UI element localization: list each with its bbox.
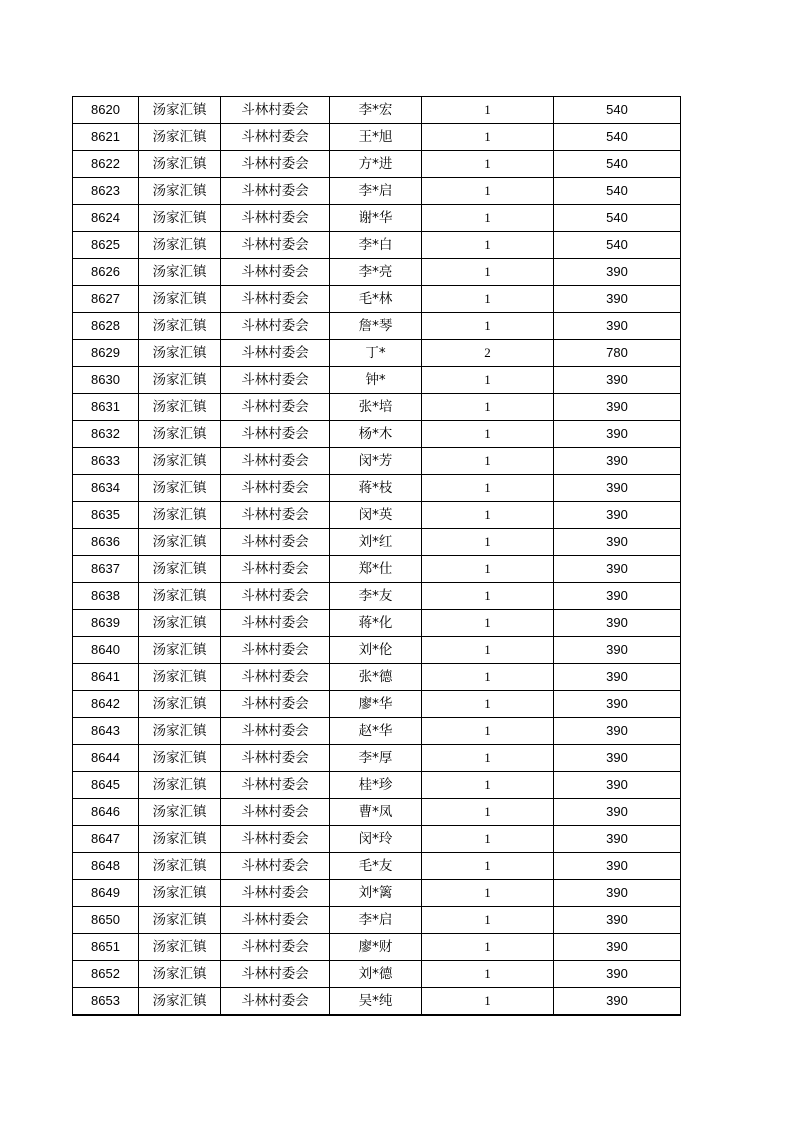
cell-town: 汤家汇镇 [139, 745, 221, 772]
cell-name: 张*德 [330, 664, 422, 691]
cell-amount: 390 [554, 799, 681, 826]
cell-count: 1 [422, 124, 554, 151]
cell-amount: 390 [554, 907, 681, 934]
cell-town: 汤家汇镇 [139, 718, 221, 745]
cell-id: 8628 [73, 313, 139, 340]
cell-town: 汤家汇镇 [139, 502, 221, 529]
cell-amount: 540 [554, 151, 681, 178]
table-row [73, 772, 681, 799]
cell-count: 1 [422, 475, 554, 502]
cell-town: 汤家汇镇 [139, 232, 221, 259]
table-row [73, 448, 681, 475]
cell-town: 汤家汇镇 [139, 448, 221, 475]
table-row [73, 367, 681, 394]
cell-id: 8629 [73, 340, 139, 367]
cell-town: 汤家汇镇 [139, 961, 221, 988]
table-row [73, 556, 681, 583]
cell-town: 汤家汇镇 [139, 826, 221, 853]
cell-town: 汤家汇镇 [139, 124, 221, 151]
cell-town: 汤家汇镇 [139, 97, 221, 124]
cell-name: 刘*伦 [330, 637, 422, 664]
cell-id: 8639 [73, 610, 139, 637]
cell-count: 1 [422, 259, 554, 286]
cell-amount: 540 [554, 124, 681, 151]
cell-name: 钟* [330, 367, 422, 394]
cell-count: 1 [422, 151, 554, 178]
cell-amount: 390 [554, 583, 681, 610]
cell-id: 8646 [73, 799, 139, 826]
table-row [73, 826, 681, 853]
table-row [73, 151, 681, 178]
cell-id: 8625 [73, 232, 139, 259]
cell-name: 李*启 [330, 178, 422, 205]
cell-name: 张*培 [330, 394, 422, 421]
cell-amount: 390 [554, 853, 681, 880]
table-body [73, 97, 681, 1016]
table-row [73, 907, 681, 934]
cell-id: 8624 [73, 205, 139, 232]
cell-amount: 390 [554, 367, 681, 394]
cell-id: 8651 [73, 934, 139, 961]
cell-amount: 390 [554, 637, 681, 664]
cell-town: 汤家汇镇 [139, 772, 221, 799]
cell-name: 詹*琴 [330, 313, 422, 340]
cell-village: 斗林村委会 [221, 367, 330, 394]
cell-name: 杨*木 [330, 421, 422, 448]
cell-village: 斗林村委会 [221, 448, 330, 475]
cell-count: 1 [422, 880, 554, 907]
cell-village: 斗林村委会 [221, 826, 330, 853]
cell-count: 1 [422, 313, 554, 340]
cell-count: 1 [422, 799, 554, 826]
cell-town: 汤家汇镇 [139, 313, 221, 340]
cell-name: 蒋*枝 [330, 475, 422, 502]
cell-village: 斗林村委会 [221, 313, 330, 340]
cell-village: 斗林村委会 [221, 475, 330, 502]
cell-id: 8636 [73, 529, 139, 556]
cell-amount: 540 [554, 205, 681, 232]
table-row [73, 502, 681, 529]
cell-id: 8652 [73, 961, 139, 988]
cell-amount: 780 [554, 340, 681, 367]
cell-town: 汤家汇镇 [139, 691, 221, 718]
table-row [73, 799, 681, 826]
table-row [73, 475, 681, 502]
cell-town: 汤家汇镇 [139, 367, 221, 394]
cell-village: 斗林村委会 [221, 745, 330, 772]
cell-count: 1 [422, 394, 554, 421]
cell-village: 斗林村委会 [221, 691, 330, 718]
cell-count: 1 [422, 232, 554, 259]
cell-count: 1 [422, 205, 554, 232]
cell-village: 斗林村委会 [221, 664, 330, 691]
cell-amount: 390 [554, 313, 681, 340]
cell-count: 1 [422, 934, 554, 961]
cell-id: 8632 [73, 421, 139, 448]
cell-id: 8635 [73, 502, 139, 529]
cell-name: 李*厚 [330, 745, 422, 772]
cell-count: 1 [422, 907, 554, 934]
cell-id: 8623 [73, 178, 139, 205]
cell-amount: 390 [554, 718, 681, 745]
cell-count: 1 [422, 367, 554, 394]
cell-village: 斗林村委会 [221, 556, 330, 583]
cell-id: 8647 [73, 826, 139, 853]
cell-village: 斗林村委会 [221, 583, 330, 610]
cell-town: 汤家汇镇 [139, 988, 221, 1016]
cell-count: 1 [422, 448, 554, 475]
cell-village: 斗林村委会 [221, 880, 330, 907]
cell-amount: 390 [554, 502, 681, 529]
cell-count: 2 [422, 340, 554, 367]
cell-id: 8634 [73, 475, 139, 502]
table-row [73, 97, 681, 124]
cell-id: 8643 [73, 718, 139, 745]
cell-village: 斗林村委会 [221, 637, 330, 664]
cell-village: 斗林村委会 [221, 718, 330, 745]
cell-count: 1 [422, 664, 554, 691]
cell-id: 8653 [73, 988, 139, 1016]
cell-name: 赵*华 [330, 718, 422, 745]
table-row [73, 718, 681, 745]
cell-amount: 390 [554, 556, 681, 583]
table-row [73, 286, 681, 313]
cell-amount: 390 [554, 961, 681, 988]
cell-name: 廖*财 [330, 934, 422, 961]
cell-town: 汤家汇镇 [139, 907, 221, 934]
cell-town: 汤家汇镇 [139, 880, 221, 907]
cell-name: 曹*凤 [330, 799, 422, 826]
cell-count: 1 [422, 772, 554, 799]
cell-name: 闵*芳 [330, 448, 422, 475]
cell-town: 汤家汇镇 [139, 637, 221, 664]
cell-name: 毛*林 [330, 286, 422, 313]
cell-name: 李*亮 [330, 259, 422, 286]
cell-name: 毛*友 [330, 853, 422, 880]
cell-village: 斗林村委会 [221, 286, 330, 313]
table-row [73, 988, 681, 1016]
cell-id: 8622 [73, 151, 139, 178]
cell-amount: 390 [554, 475, 681, 502]
table-row [73, 880, 681, 907]
cell-town: 汤家汇镇 [139, 529, 221, 556]
cell-count: 1 [422, 610, 554, 637]
cell-id: 8637 [73, 556, 139, 583]
table-row [73, 178, 681, 205]
table-row [73, 637, 681, 664]
cell-town: 汤家汇镇 [139, 475, 221, 502]
table-row [73, 610, 681, 637]
table-row [73, 664, 681, 691]
cell-town: 汤家汇镇 [139, 340, 221, 367]
cell-amount: 540 [554, 232, 681, 259]
cell-amount: 390 [554, 259, 681, 286]
cell-count: 1 [422, 988, 554, 1016]
cell-id: 8645 [73, 772, 139, 799]
cell-amount: 390 [554, 691, 681, 718]
cell-town: 汤家汇镇 [139, 151, 221, 178]
table-row [73, 853, 681, 880]
cell-name: 闵*玲 [330, 826, 422, 853]
cell-amount: 390 [554, 772, 681, 799]
cell-amount: 540 [554, 97, 681, 124]
cell-id: 8641 [73, 664, 139, 691]
cell-count: 1 [422, 718, 554, 745]
cell-town: 汤家汇镇 [139, 799, 221, 826]
cell-name: 廖*华 [330, 691, 422, 718]
cell-id: 8627 [73, 286, 139, 313]
table-row [73, 313, 681, 340]
cell-name: 吴*纯 [330, 988, 422, 1016]
cell-village: 斗林村委会 [221, 772, 330, 799]
cell-town: 汤家汇镇 [139, 205, 221, 232]
cell-amount: 390 [554, 394, 681, 421]
cell-id: 8626 [73, 259, 139, 286]
cell-village: 斗林村委会 [221, 178, 330, 205]
cell-village: 斗林村委会 [221, 421, 330, 448]
cell-village: 斗林村委会 [221, 610, 330, 637]
cell-village: 斗林村委会 [221, 961, 330, 988]
cell-name: 闵*英 [330, 502, 422, 529]
cell-village: 斗林村委会 [221, 799, 330, 826]
cell-village: 斗林村委会 [221, 529, 330, 556]
cell-name: 桂*珍 [330, 772, 422, 799]
cell-id: 8648 [73, 853, 139, 880]
cell-town: 汤家汇镇 [139, 178, 221, 205]
table-row [73, 583, 681, 610]
cell-town: 汤家汇镇 [139, 664, 221, 691]
cell-count: 1 [422, 502, 554, 529]
cell-id: 8631 [73, 394, 139, 421]
table-row [73, 745, 681, 772]
table-row [73, 394, 681, 421]
cell-amount: 390 [554, 421, 681, 448]
cell-id: 8642 [73, 691, 139, 718]
cell-village: 斗林村委会 [221, 97, 330, 124]
cell-name: 李*友 [330, 583, 422, 610]
cell-name: 刘*红 [330, 529, 422, 556]
table-row [73, 421, 681, 448]
cell-id: 8620 [73, 97, 139, 124]
cell-name: 郑*仕 [330, 556, 422, 583]
cell-town: 汤家汇镇 [139, 934, 221, 961]
cell-count: 1 [422, 961, 554, 988]
cell-count: 1 [422, 286, 554, 313]
cell-id: 8638 [73, 583, 139, 610]
cell-amount: 390 [554, 664, 681, 691]
cell-village: 斗林村委会 [221, 124, 330, 151]
cell-amount: 390 [554, 286, 681, 313]
cell-name: 方*进 [330, 151, 422, 178]
cell-town: 汤家汇镇 [139, 421, 221, 448]
cell-amount: 390 [554, 880, 681, 907]
cell-name: 李*启 [330, 907, 422, 934]
cell-name: 王*旭 [330, 124, 422, 151]
cell-count: 1 [422, 637, 554, 664]
cell-village: 斗林村委会 [221, 232, 330, 259]
cell-village: 斗林村委会 [221, 259, 330, 286]
cell-count: 1 [422, 583, 554, 610]
cell-id: 8649 [73, 880, 139, 907]
table-row [73, 205, 681, 232]
cell-count: 1 [422, 97, 554, 124]
cell-town: 汤家汇镇 [139, 610, 221, 637]
table-row [73, 691, 681, 718]
cell-count: 1 [422, 421, 554, 448]
cell-town: 汤家汇镇 [139, 583, 221, 610]
table-row [73, 340, 681, 367]
cell-id: 8633 [73, 448, 139, 475]
cell-name: 丁* [330, 340, 422, 367]
cell-town: 汤家汇镇 [139, 394, 221, 421]
cell-id: 8644 [73, 745, 139, 772]
cell-town: 汤家汇镇 [139, 556, 221, 583]
cell-name: 刘*德 [330, 961, 422, 988]
cell-village: 斗林村委会 [221, 988, 330, 1016]
cell-village: 斗林村委会 [221, 907, 330, 934]
cell-amount: 390 [554, 610, 681, 637]
subsidy-table [72, 96, 681, 1016]
table-row [73, 529, 681, 556]
cell-id: 8621 [73, 124, 139, 151]
cell-count: 1 [422, 529, 554, 556]
cell-amount: 390 [554, 529, 681, 556]
table-row [73, 259, 681, 286]
cell-village: 斗林村委会 [221, 394, 330, 421]
table-row [73, 124, 681, 151]
cell-village: 斗林村委会 [221, 151, 330, 178]
cell-village: 斗林村委会 [221, 340, 330, 367]
cell-count: 1 [422, 178, 554, 205]
cell-count: 1 [422, 745, 554, 772]
cell-count: 1 [422, 691, 554, 718]
cell-id: 8640 [73, 637, 139, 664]
cell-amount: 540 [554, 178, 681, 205]
table-row [73, 961, 681, 988]
table-row [73, 934, 681, 961]
cell-count: 1 [422, 853, 554, 880]
cell-village: 斗林村委会 [221, 934, 330, 961]
cell-town: 汤家汇镇 [139, 286, 221, 313]
cell-id: 8630 [73, 367, 139, 394]
cell-amount: 390 [554, 448, 681, 475]
cell-town: 汤家汇镇 [139, 853, 221, 880]
cell-village: 斗林村委会 [221, 205, 330, 232]
cell-id: 8650 [73, 907, 139, 934]
cell-name: 蒋*化 [330, 610, 422, 637]
cell-town: 汤家汇镇 [139, 259, 221, 286]
cell-name: 谢*华 [330, 205, 422, 232]
cell-amount: 390 [554, 745, 681, 772]
cell-village: 斗林村委会 [221, 502, 330, 529]
cell-count: 1 [422, 826, 554, 853]
cell-amount: 390 [554, 826, 681, 853]
cell-amount: 390 [554, 934, 681, 961]
cell-name: 刘*篱 [330, 880, 422, 907]
cell-name: 李*白 [330, 232, 422, 259]
table-row [73, 232, 681, 259]
cell-village: 斗林村委会 [221, 853, 330, 880]
cell-count: 1 [422, 556, 554, 583]
cell-amount: 390 [554, 988, 681, 1016]
cell-name: 李*宏 [330, 97, 422, 124]
